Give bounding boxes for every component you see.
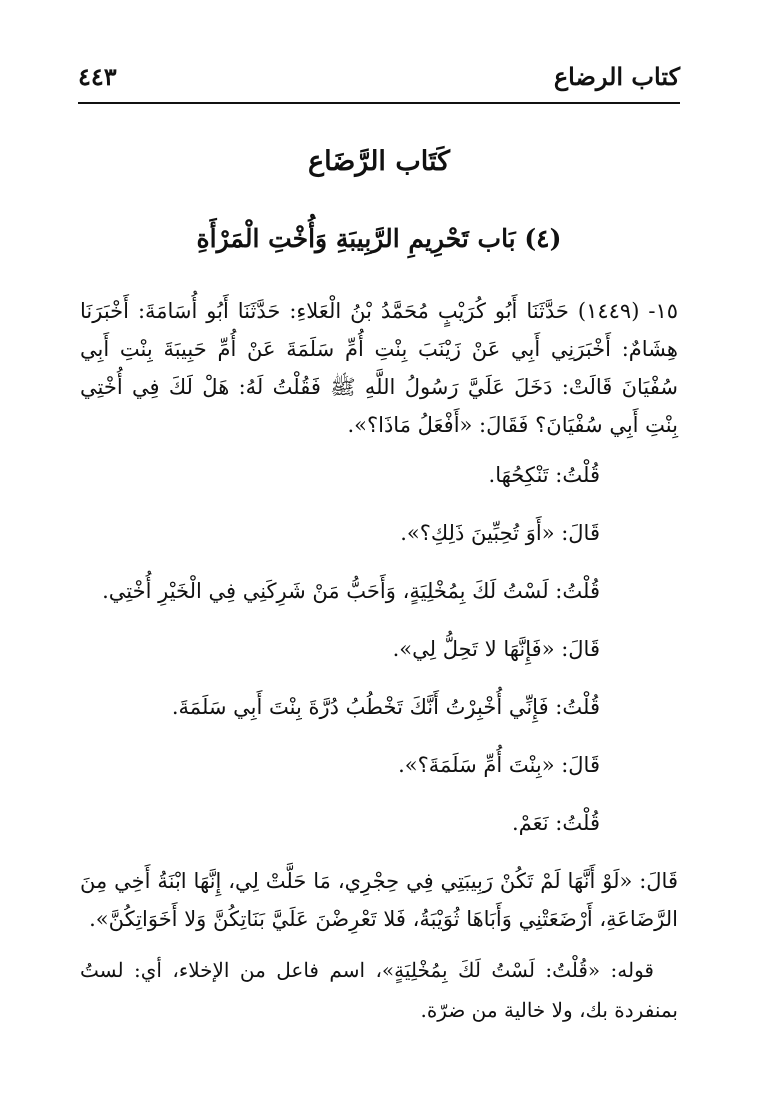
running-header bbox=[78, 58, 680, 98]
page-number: ٤٤٣ bbox=[78, 62, 117, 91]
dialogue-line: قَالَ: «فَإِنَّهَا لا تَحِلُّ لِي». bbox=[392, 637, 600, 661]
dialogue-line: قَالَ: «بِنْتَ أُمِّ سَلَمَةَ؟». bbox=[398, 753, 600, 777]
dialogue-line: قُلْتُ: نَعَمْ. bbox=[512, 811, 600, 835]
commentary-text: قوله: «قُلْتُ: لَسْتُ لَكَ بِمُخْلِيَةٍ»، اسم فاعل من الإخلاء، أي: لستُ بمنفردة بك، ولا خالية من ضرّة. bbox=[80, 958, 678, 1022]
chapter-title: (٤) بَاب تَحْرِيمِ الرَّبِيبَةِ وَأُخْتِ الْمَرْأَةِ bbox=[196, 224, 562, 253]
hadith-closing: قَالَ: «لَوْ أَنَّهَا لَمْ تَكُنْ رَبِيبَتِي فِي حِجْرِي، مَا حَلَّتْ لِي، إِنَّهَا ابْنَةُ أَخِي مِنَ الرَّضَاعَةِ، أَرْضَعَتْنِي وَأَبَاهَا ثُوَيْبَةُ، فَلا تَعْرِضْنَ عَلَيَّ بَنَاتِكُنَّ وَلا أَخَوَاتِكُنَّ». bbox=[80, 869, 678, 931]
hadith-intro: ١٥- (١٤٤٩) حَدَّثَنَا أَبُو كُرَيْبٍ مُحَمَّدُ بْنُ الْعَلاءِ: حَدَّثَنَا أَبُو أُسَامَةَ: أَخْبَرَنَا هِشَامٌ: أَخْبَرَنِي أَبِي عَنْ زَيْنَبَ بِنْتِ أُمِّ سَلَمَةَ عَنْ أُمِّ حَبِيبَةَ بِنْتِ أَبِي سُفْيَانَ قَالَتْ: دَخَلَ عَلَيَّ رَسُولُ اللَّهِ ﷺ فَقُلْتُ لَهُ: هَلْ لَكَ فِي أُخْتِي بِنْتِ أَبِي سُفْيَانَ؟ فَقَالَ: «أَفْعَلُ مَاذَا؟». bbox=[80, 299, 678, 437]
dialogue-line: قُلْتُ: فَإِنِّي أُخْبِرْتُ أَنَّكَ تَخْطُبُ دُرَّةَ بِنْتَ أَبِي سَلَمَةَ. bbox=[171, 695, 600, 719]
dialogue-line: قُلْتُ: تَنْكِحُهَا. bbox=[488, 463, 600, 487]
commentary bbox=[80, 950, 678, 1030]
dialogue-line: قُلْتُ: لَسْتُ لَكَ بِمُخْلِيَةٍ، وَأَحَبُّ مَنْ شَرِكَنِي فِي الْخَيْرِ أُخْتِي. bbox=[102, 579, 600, 603]
running-title: كتاب الرضاع bbox=[553, 62, 680, 91]
book-title: كَتَاب الرَّضَاع bbox=[308, 146, 450, 177]
dialogue-line: قَالَ: «أَوَ تُحِبِّينَ ذَلِكِ؟». bbox=[400, 521, 600, 545]
header-divider bbox=[78, 102, 680, 104]
hadith-text bbox=[80, 292, 678, 938]
